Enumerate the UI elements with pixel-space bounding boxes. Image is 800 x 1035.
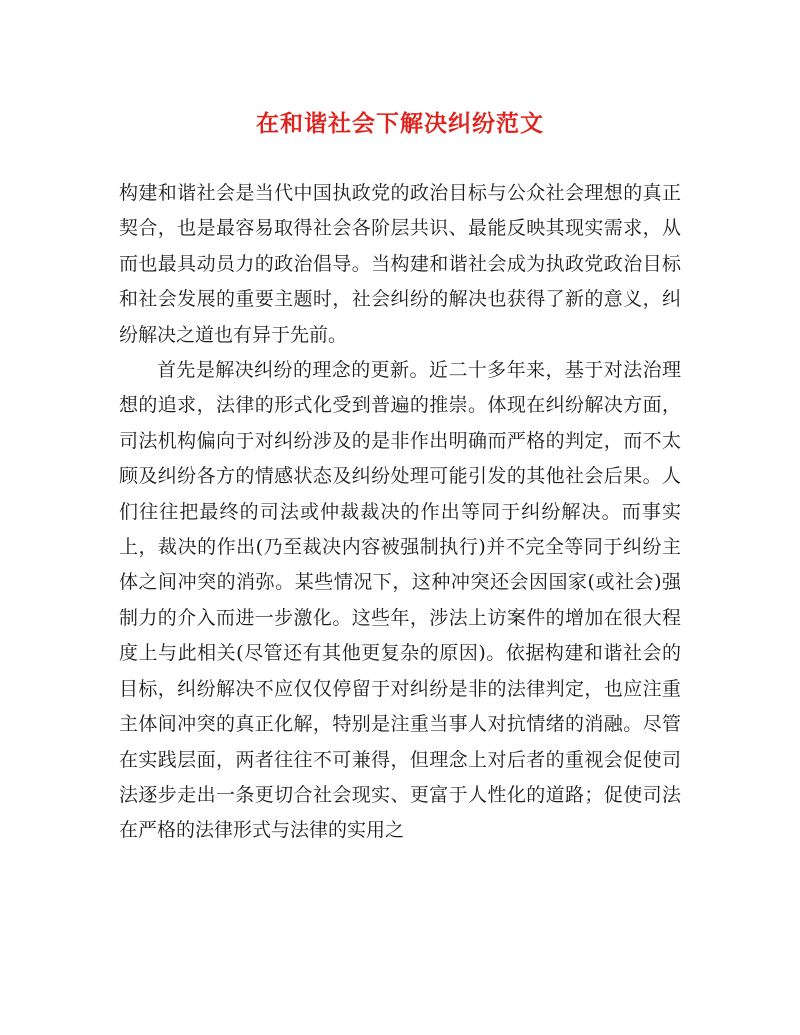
- document-body: [119, 176, 681, 849]
- document-title: 在和谐社会下解决纠纷范文: [256, 110, 544, 137]
- paragraph-intro: 构建和谐社会是当代中国执政党的政治目标与公众社会理想的真正契合，也是最容易取得社会各阶层共识、最能反映其现实需求，从而也最具动员力的政治倡导。当构建和谐社会成为执政党政治目标和社会发展的重要主题时，社会纠纷的解决也获得了新的意义，纠纷解决之道也有异于先前。: [119, 182, 681, 346]
- paragraph-first-point: 首先是解决纠纷的理念的更新。近二十多年来，基于对法治理想的追求，法律的形式化受到普遍的推崇。体现在纠纷解决方面，司法机构偏向于对纠纷涉及的是非作出明确而严格的判定，而不太顾及纠纷各方的情感状态及纠纷处理可能引发的其他社会后果。人们往往把最终的司法或仲裁裁决的作出等同于纠纷解决。而事实上，裁决的作出(乃至裁决内容被强制执行)并不完全等同于纠纷主体之间冲突的消弥。某些情况下，这种冲突还会因国家(或社会)强制力的介入而进一步激化。这些年，涉法上访案件的增加在很大程度上与此相关(尽管还有其他更复杂的原因)。依据构建和谐社会的目标，纠纷解决不应仅仅停留于对纠纷是非的法律判定，也应注重主体间冲突的真正化解，特别是注重当事人对抗情绪的消融。尽管在实践层面，两者往往不可兼得，但理念上对后者的重视会促使司法逐步走出一条更切合社会现实、更富于人性化的道路；促使司法在严格的法律形式与法律的实用之: [119, 359, 681, 842]
